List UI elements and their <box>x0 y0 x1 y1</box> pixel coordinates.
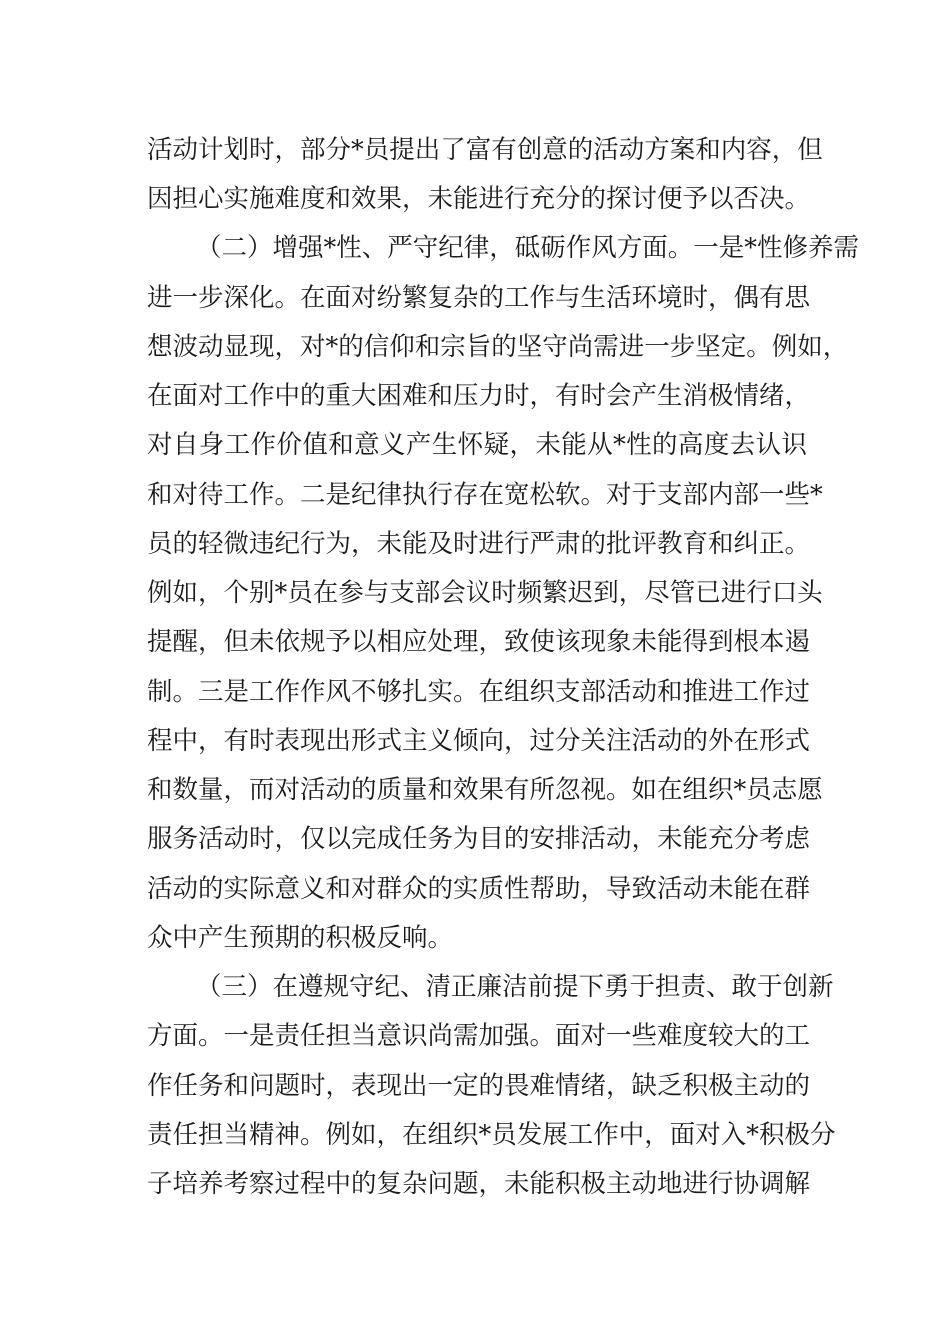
text-line: 例如，个别*员在参与支部会议时频繁迟到，尽管已进行口头 <box>147 578 823 608</box>
text-line: 众中产生预期的积极反响。 <box>147 923 454 953</box>
text-line: 制。三是工作作风不够扎实。在组织支部活动和推进工作过 <box>147 677 811 707</box>
text-line: 程中，有时表现出形式主义倾向，过分关注活动的外在形式 <box>147 726 811 756</box>
text-line: 在面对工作中的重大困难和压力时，有时会产生消极情绪， <box>147 381 811 411</box>
text-line: 和数量，而对活动的质量和效果有所忽视。如在组织*员志愿 <box>147 775 823 805</box>
text-line: 作任务和问题时，表现出一定的畏难情绪，缺乏积极主动的 <box>147 1071 811 1101</box>
text-line: 和对待工作。二是纪律执行存在宽松软。对于支部内部一些* <box>147 480 823 510</box>
paragraph-heading-line: （三）在遵规守纪、清正廉洁前提下勇于担责、敢于创新 <box>196 972 834 1002</box>
text-line: 提醒，但未依规予以相应处理，致使该现象未能得到根本遏 <box>147 627 811 657</box>
text-line: 方面。一是责任担当意识尚需加强。面对一些难度较大的工 <box>147 1021 811 1051</box>
text-line: 进一步深化。在面对纷繁复杂的工作与生活环境时，偶有思 <box>147 283 811 313</box>
text-line: 因担心实施难度和效果，未能进行充分的探讨便予以否决。 <box>147 184 811 214</box>
text-line: 子培养考察过程中的复杂问题，未能积极主动地进行协调解 <box>147 1169 811 1199</box>
text-line: 服务活动时，仅以完成任务为目的安排活动，未能充分考虑 <box>147 824 811 854</box>
paragraph-heading-line: （二）增强*性、严守纪律，砥砺作风方面。一是*性修养需 <box>196 233 860 263</box>
text-line: 责任担当精神。例如，在组织*员发展工作中，面对入*积极分 <box>147 1120 836 1150</box>
text-line: 对自身工作价值和意义产生怀疑，未能从*性的高度去认识 <box>147 430 807 460</box>
text-line: 想波动显现，对*的信仰和宗旨的坚守尚需进一步坚定。例如， <box>147 332 849 362</box>
text-line: 活动的实际意义和对群众的实质性帮助，导致活动未能在群 <box>147 874 811 904</box>
text-line: 员的轻微违纪行为，未能及时进行严肃的批评教育和纠正。 <box>147 529 811 559</box>
text-line: 活动计划时，部分*员提出了富有创意的活动方案和内容，但 <box>147 135 823 165</box>
